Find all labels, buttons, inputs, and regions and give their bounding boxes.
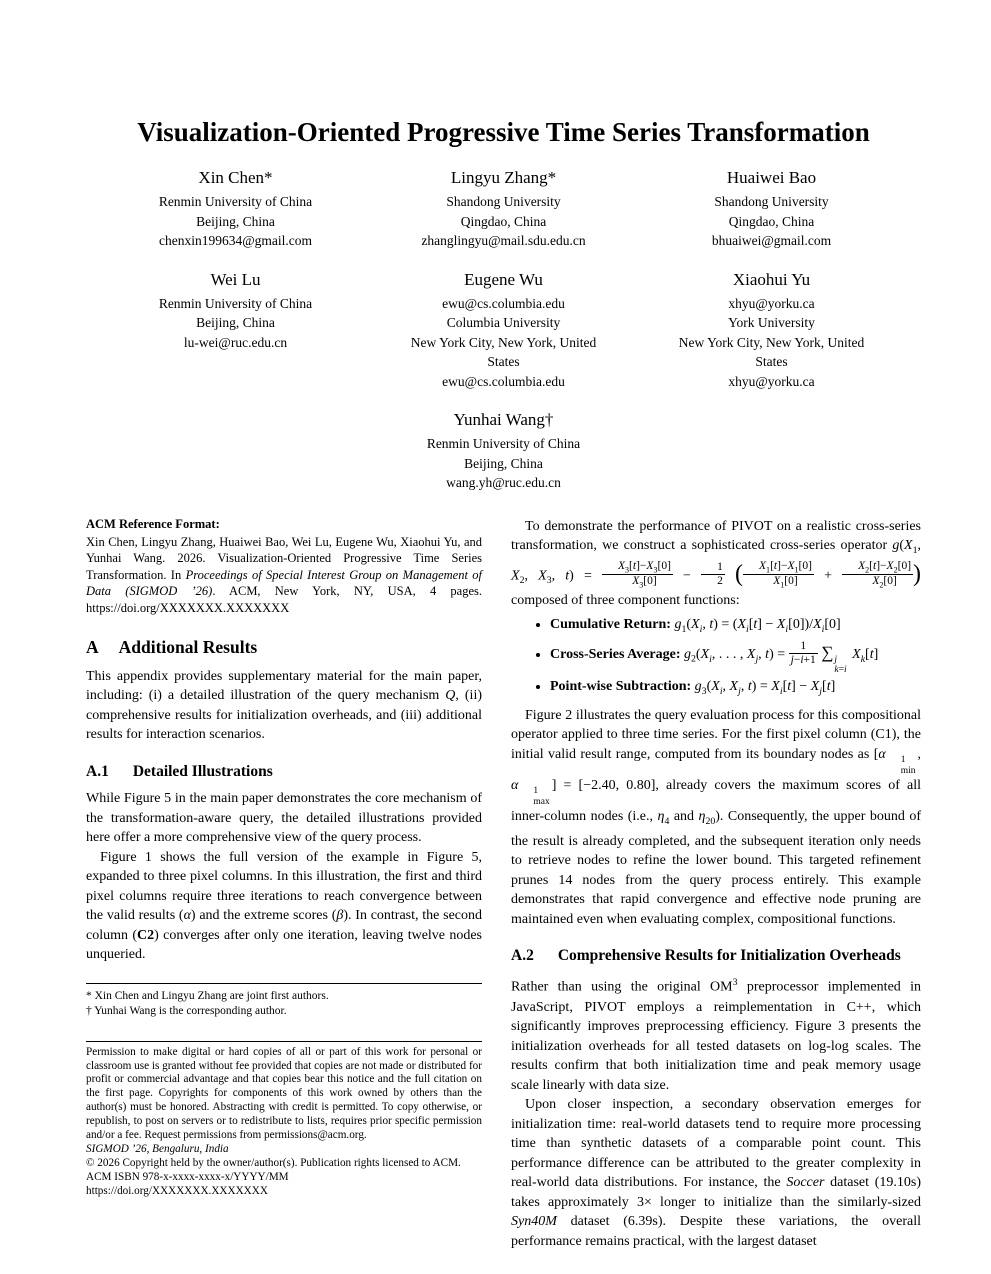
author-block [638, 270, 906, 392]
component-function-item: • Point-wise Subtraction: $g_3(X_i$, $X_j$, $t) = X_i[t] - X_j[t]$ [550, 676, 921, 702]
initialization-overheads-paragraph: Rather than using the original $OM^3$ preprocessor implemented in JavaScript, PIVOT employs a reimplementation in C++, which significantly improves preprocessing efficiency. Figure 3 presents the initialization overheads for all tested datasets on log-log scales. The results confirm that both initialization time and peak memory usage scale linearly with data size. [511, 977, 921, 1093]
section-number: A.2 [511, 947, 534, 965]
permission-rule [86, 1041, 482, 1042]
authors-section [86, 168, 921, 493]
section-a1-paragraph-2: Figure 1 shows the full version of the example in Figure 5, expanded to three pixel columns. In this illustration, the first and third pixel columns require three iterations to reach convergence between the valid results (α) and the extreme scores (β). In contrast, the second column (C2) converges after only one iteration, leaving twelve nodes unqueried. [86, 849, 483, 963]
author-affiliation: Shandong University Qingdao, China zhanglingyu@mail.sdu.edu.cn [421, 194, 586, 249]
section-a1-paragraph-1: While Figure 5 in the main paper demonstrates the core mechanism of the transformation-aware query, the detailed illustrations provided here offer a more comprehensive view of the query process. [86, 791, 482, 846]
copyright-line: © 2026 Copyright held by the owner/author(s). Publication rights licensed to ACM. [86, 1156, 461, 1169]
section-title: Detailed Illustrations [132, 762, 273, 780]
author-name: Lingyu Zhang* [450, 168, 557, 188]
doi-line: https://doi.org/XXXXXXX.XXXXXXX [86, 1184, 268, 1197]
author-affiliation: Renmin University of China Beijing, China chenxin199634@gmail.com [158, 194, 313, 249]
query-evaluation-paragraph: Figure 2 illustrates the query evaluation process for this compositional operator applied to three time series. For the first pixel column (C1), the initial valid result range, computed from its boundary nodes as [α 1 min , α 1 max ] = [−2.40, 0.80], already covers the maximum scores of all inner-column nodes (i.e., $\eta_4$ and $\eta_{20}$). Consequently, the upper bound of the result is already completed, and the subsequent iteration only needs to retrieve nodes to refine the lower bound. This targeted refinement prunes 14 nodes from the query process entirely. This example demonstrates that rapid convergence and effective node pruning are maintained even when evaluating complex, compositional functions. [511, 707, 921, 927]
section-heading-a2 [511, 946, 921, 965]
author-name: Xin Chen* [198, 168, 273, 188]
author-block [102, 168, 370, 251]
acm-reference-text: Xin Chen, Lingyu Zhang, Huaiwei Bao, Wei Lu, Eugene Wu, Xiaohui Yu, and Yunhai Wang. 2026. Visualization-Oriented Progressive Time Series Transformation. In Proceedings of Special Interest Group on Management of Data (SIGMOD ’26). ACM, New York, NY, USA, 4 pages. https://doi.org/XXXXXXX.XXXXXXX [86, 534, 482, 615]
paper-title: Visualization-Oriented Progressive Time Series Transformation [137, 117, 870, 147]
component-function-item: • Cumulative Return: $g_1(X_i$, $t) = (X_i[t] - X_i[0])/X_i[0]$ [550, 614, 921, 640]
footnote-joint-authors: * Xin Chen and Lingyu Zhang are joint first authors. [86, 989, 329, 1002]
author-affiliation: Renmin University of China Beijing, China wang.yh@ruc.edu.cn [426, 436, 581, 491]
permission-notice: Permission to make digital or hard copies of all or part of this work for personal or classroom use is granted without fee provided that copies are not made or distributed for profit or commercial advantage and that copies bear this notice and the full citation on the first page. Copyrights for components of this work owned by others than the author(s) must be honored. Abstracting with credit is permitted. To copy otherwise, or republish, to post on servers or to redistribute to lists, requires prior specific permission and/or a fee. Request permissions from permissions@acm.org. [86, 1045, 482, 1142]
left-column [86, 517, 482, 1251]
section-title: Additional Results [118, 636, 258, 657]
author-name: Wei Lu [210, 269, 261, 289]
operator-definition-paragraph: To demonstrate the performance of PIVOT on a realistic cross-series transformation, we construct a sophisticated cross-series operator $g(X_1$, $X_2$, $X_3$, t) = $\frac{X_3[t]-X_3[0]}{X_3[0]}$ − $\frac{1}{2}$ ( $\frac{X_1[t]-X_1[0]}{X_1[0]}$ + $\frac{X_2[t]-X_2[0]}{X_2[0]}$ ) composed of three component functions: [511, 518, 922, 608]
author-affiliation: ewu@cs.columbia.edu Columbia University New York City, New York, United States ewu@cs.columbia.edu [410, 295, 597, 389]
author-name: Huaiwei Bao [726, 168, 817, 188]
author-affiliation: xhyu@yorku.ca York University New York City, New York, United States xhyu@yorku.ca [678, 295, 865, 389]
section-heading-a [86, 637, 482, 659]
section-heading-a1 [86, 762, 482, 781]
section-title: Comprehensive Results for Initialization Overheads [557, 947, 901, 965]
author-name: Yunhai Wang† [453, 410, 554, 430]
authors-row-3 [86, 410, 921, 493]
right-column [511, 517, 921, 1251]
component-function-item: • Cross-Series Average: $g_2(X_i$, . . . , $X_j$, t) = $\frac{1}{j-i+1}$ ∑ j k=i $X_k[t]$ [550, 641, 921, 676]
author-block [102, 270, 370, 392]
initialization-observation-paragraph: Upon closer inspection, a secondary observation emerges for initialization time: real-world datasets tend to require more processing time than synthetic datasets of a comparable point count. This performance difference can be attributed to the greater complexity in real-world data distributions. For instance, the Soccer dataset (19.10s) takes approximately 3× longer to initialize than the similarly-sized Syn40M dataset (6.39s). Despite these variations, the overall performance remains practical, with the largest dataset [511, 1097, 921, 1249]
author-block [370, 410, 638, 493]
two-column-body [86, 517, 921, 1251]
section-number: A [86, 636, 99, 657]
author-block [638, 168, 906, 251]
isbn-line: ACM ISBN 978-x-xxxx-xxxx-x/YYYY/MM [86, 1170, 289, 1183]
author-block [370, 270, 638, 392]
author-affiliation: Shandong University Qingdao, China bhuaiwei@gmail.com [711, 194, 832, 249]
author-block [370, 168, 638, 251]
acm-reference-heading: ACM Reference Format: [86, 516, 220, 531]
footnote-corresponding-author: † Yunhai Wang is the corresponding author. [86, 1005, 287, 1018]
section-number: A.1 [86, 762, 109, 780]
authors-row-2 [86, 270, 921, 392]
component-functions-list [511, 614, 921, 702]
footnote-rule [86, 983, 482, 984]
author-name: Eugene Wu [464, 269, 543, 289]
conference-venue-line: SIGMOD ’26, Bengaluru, India [86, 1143, 229, 1156]
section-a-intro-paragraph: This appendix provides supplementary material for the main paper, including: (i) a detailed illustration of the query mechanism Q, (ii) comprehensive results for initialization overheads, and (iii) additional results for interaction scenarios. [86, 668, 482, 743]
authors-row-1 [86, 168, 921, 251]
author-name: Xiaohui Yu [732, 269, 811, 289]
author-affiliation: Renmin University of China Beijing, China lu-wei@ruc.edu.cn [158, 295, 313, 350]
